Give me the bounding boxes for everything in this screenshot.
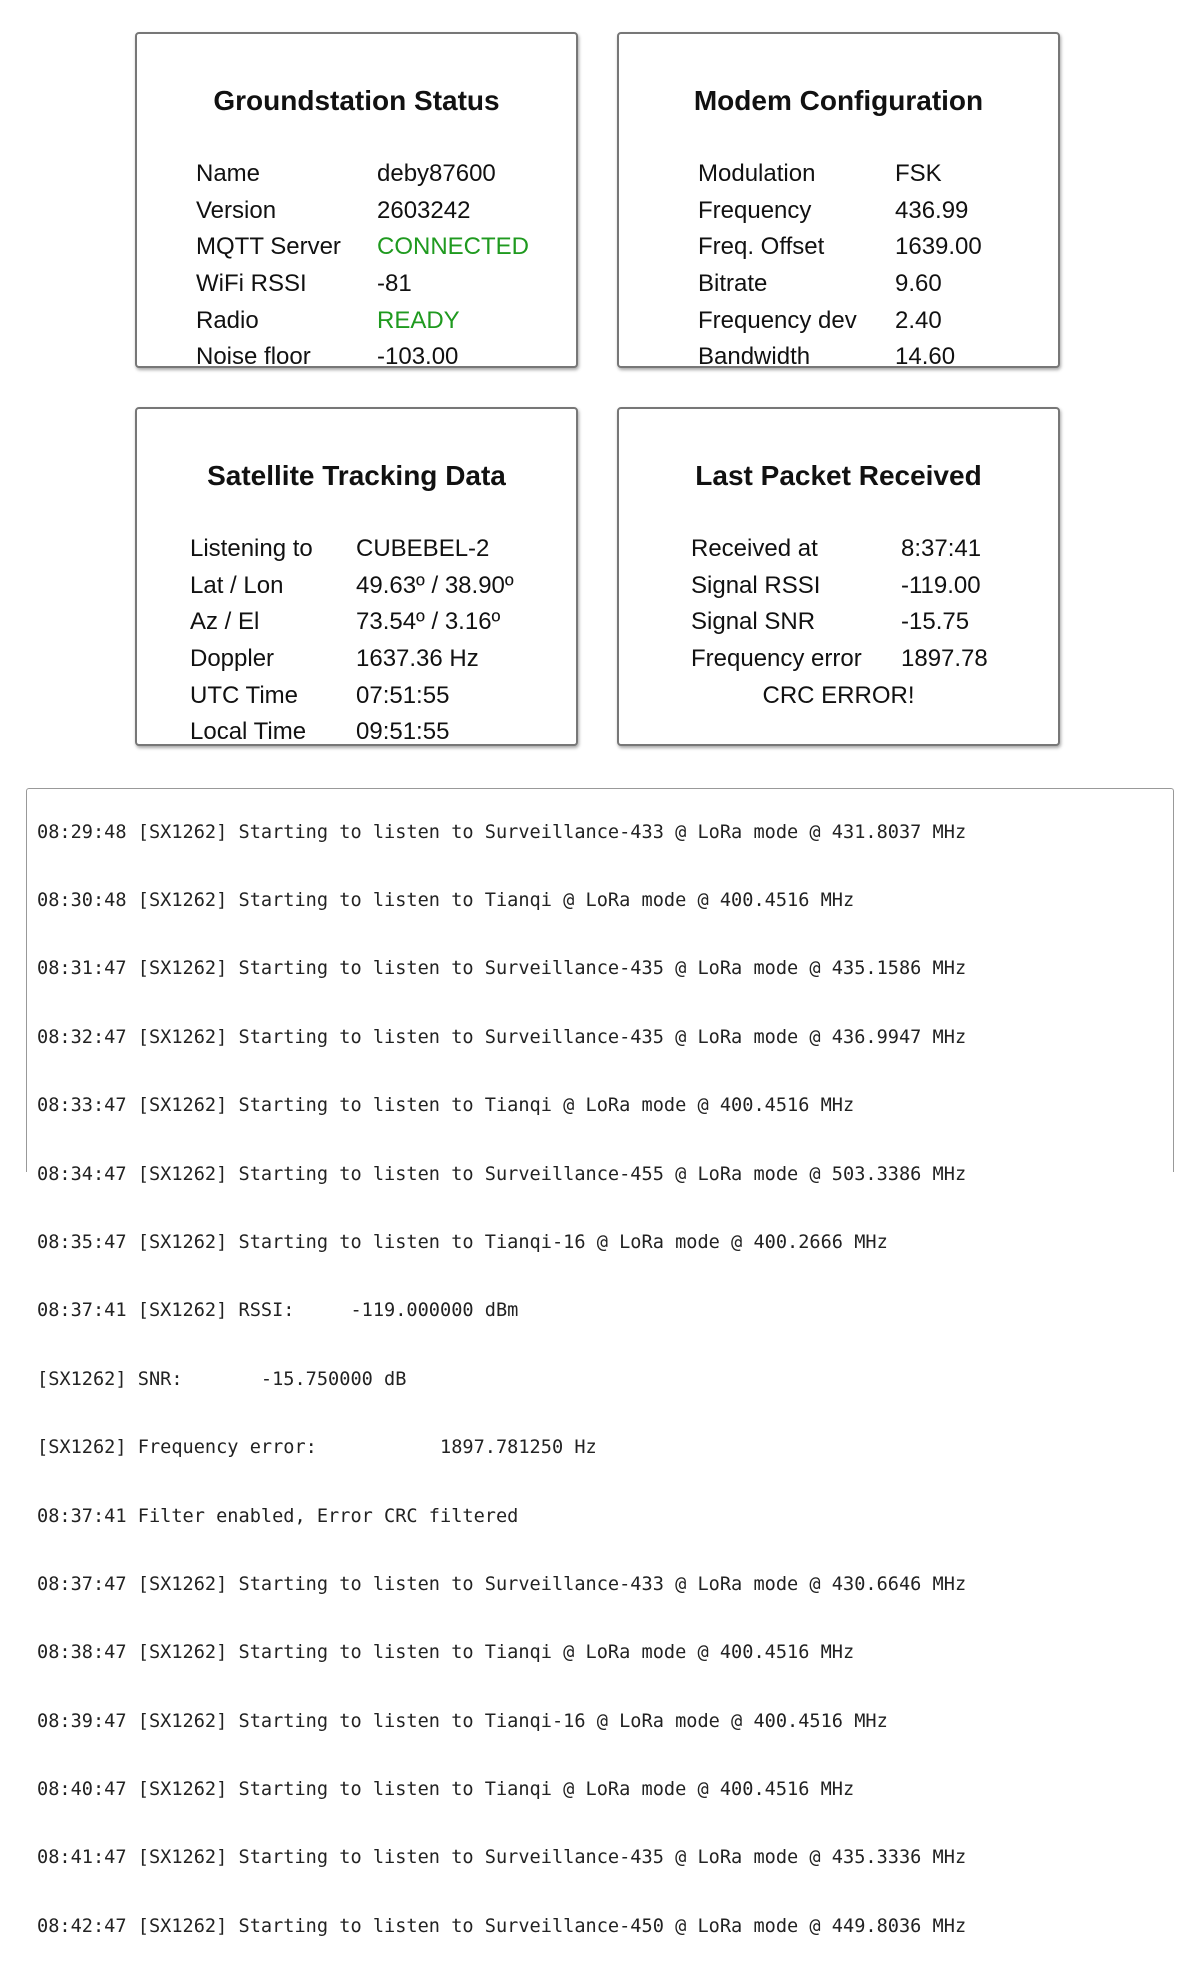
modem-configuration-rows xyxy=(619,156,1058,376)
local-time-value: 09:51:55 xyxy=(356,718,450,746)
row-label: Local Time xyxy=(190,718,307,746)
row-label: UTC Time xyxy=(190,681,298,709)
bitrate-value: 9.60 xyxy=(895,270,942,298)
bandwidth-value: 14.60 xyxy=(895,343,956,371)
groundstation-status-rows xyxy=(137,156,576,376)
doppler-value: 1637.36 Hz xyxy=(356,645,479,673)
log-line: 08:31:47 [SX1262] Starting to listen to Surveillance-435 @ LoRa mode @ 435.1586 MHz xyxy=(37,958,967,980)
wifi-rssi-value: -81 xyxy=(377,270,412,298)
row-label: Doppler xyxy=(190,645,275,673)
modem-row-frequency xyxy=(619,193,1058,230)
row-label: MQTT Server xyxy=(196,233,341,261)
signal-rssi-value: -119.00 xyxy=(901,571,981,599)
log-line: 08:33:47 [SX1262] Starting to listen to Tianqi @ LoRa mode @ 400.4516 MHz xyxy=(37,1095,855,1117)
satellite-tracking-rows xyxy=(137,531,576,751)
row-label: Lat / Lon xyxy=(190,571,284,599)
noise-floor-value: -103.00 xyxy=(377,343,459,371)
console-log[interactable] xyxy=(26,788,1174,1937)
satellite-tracking-title: Satellite Tracking Data xyxy=(207,460,506,491)
freq-offset-value: 1639.00 xyxy=(895,233,982,261)
log-line: 08:37:47 [SX1262] Starting to listen to Surveillance-433 @ LoRa mode @ 430.6646 MHz xyxy=(37,1573,967,1595)
crc-status: CRC ERROR! xyxy=(762,681,915,709)
satellite-tracking-card xyxy=(135,407,578,746)
modem-row-bandwidth xyxy=(619,339,1058,376)
status-row-wifi-rssi xyxy=(137,266,576,303)
az-el-value: 73.54º / 3.16º xyxy=(356,608,501,636)
log-line: 08:37:41 Filter enabled, Error CRC filtered xyxy=(37,1505,519,1527)
row-label: Signal SNR xyxy=(691,608,816,636)
log-line: 08:37:41 [SX1262] RSSI: -119.000000 dBm xyxy=(37,1300,519,1322)
packet-row-signal-snr xyxy=(619,604,1058,641)
lat-lon-value: 49.63º / 38.90º xyxy=(356,571,514,599)
frequency-dev-value: 2.40 xyxy=(895,306,942,334)
row-label: Listening to xyxy=(190,535,313,563)
row-label: Frequency error xyxy=(691,645,862,673)
modem-configuration-card xyxy=(617,32,1060,371)
status-row-radio xyxy=(137,302,576,339)
log-line: 08:38:47 [SX1262] Starting to listen to Tianqi @ LoRa mode @ 400.4516 MHz xyxy=(37,1642,855,1664)
row-label: Modulation xyxy=(698,160,816,188)
groundstation-status-card xyxy=(135,32,578,371)
row-label: Az / El xyxy=(190,608,260,636)
log-line: 08:34:47 [SX1262] Starting to listen to Surveillance-455 @ LoRa mode @ 503.3386 MHz xyxy=(37,1163,967,1185)
row-label: Radio xyxy=(196,306,259,334)
modem-row-bitrate xyxy=(619,266,1058,303)
signal-snr-value: -15.75 xyxy=(901,608,970,636)
modem-configuration-title: Modem Configuration xyxy=(693,85,984,116)
log-line: 08:40:47 [SX1262] Starting to listen to Tianqi @ LoRa mode @ 400.4516 MHz xyxy=(37,1779,855,1801)
sat-row-az-el xyxy=(137,604,576,641)
row-label: Frequency dev xyxy=(698,306,857,334)
version-value: 2603242 xyxy=(377,196,471,224)
log-line: 08:35:47 [SX1262] Starting to listen to Tianqi-16 @ LoRa mode @ 400.2666 MHz xyxy=(37,1231,888,1253)
log-line: 08:29:48 [SX1262] Starting to listen to Surveillance-433 @ LoRa mode @ 431.8037 MHz xyxy=(37,821,967,843)
row-label: Name xyxy=(196,160,261,188)
listening-to-value: CUBEBEL-2 xyxy=(356,535,490,563)
modem-row-frequency-dev xyxy=(619,302,1058,339)
radio-status-value: READY xyxy=(377,306,460,334)
mqtt-status-value: CONNECTED xyxy=(377,233,530,261)
row-label: Freq. Offset xyxy=(698,233,825,261)
row-label: Signal RSSI xyxy=(691,571,821,599)
row-label: Frequency xyxy=(698,196,812,224)
status-row-name xyxy=(137,156,576,193)
modulation-value: FSK xyxy=(895,160,942,188)
log-line: [SX1262] Frequency error: 1897.781250 Hz xyxy=(37,1437,597,1459)
row-label: Version xyxy=(196,196,277,224)
frequency-value: 436.99 xyxy=(895,196,969,224)
sat-row-lat-lon xyxy=(137,568,576,605)
last-packet-title: Last Packet Received xyxy=(695,460,982,491)
log-line: 08:30:48 [SX1262] Starting to listen to Tianqi @ LoRa mode @ 400.4516 MHz xyxy=(37,889,855,911)
row-label: Received at xyxy=(691,535,818,563)
packet-row-frequency-error xyxy=(619,641,1058,678)
packet-row-signal-rssi xyxy=(619,568,1058,605)
frequency-error-value: 1897.78 xyxy=(901,645,988,673)
row-label: Bitrate xyxy=(698,270,768,298)
row-label: WiFi RSSI xyxy=(196,270,307,298)
sat-row-local-time xyxy=(137,714,576,751)
status-row-mqtt xyxy=(137,229,576,266)
log-line: 08:41:47 [SX1262] Starting to listen to Surveillance-435 @ LoRa mode @ 435.3336 MHz xyxy=(37,1847,967,1869)
console-log-lines xyxy=(37,776,966,1984)
sat-row-utc-time xyxy=(137,677,576,714)
sat-row-doppler xyxy=(137,641,576,678)
received-at-value: 8:37:41 xyxy=(901,535,982,563)
log-line: 08:32:47 [SX1262] Starting to listen to Surveillance-435 @ LoRa mode @ 436.9947 MHz xyxy=(37,1026,967,1048)
utc-time-value: 07:51:55 xyxy=(356,681,450,709)
status-row-noise-floor xyxy=(137,339,576,376)
modem-row-modulation xyxy=(619,156,1058,193)
packet-row-received-at xyxy=(619,531,1058,568)
station-name-value: deby87600 xyxy=(377,160,496,188)
log-line: 08:39:47 [SX1262] Starting to listen to Tianqi-16 @ LoRa mode @ 400.4516 MHz xyxy=(37,1710,888,1732)
last-packet-card xyxy=(617,407,1060,746)
row-label: Noise floor xyxy=(196,343,311,371)
sat-row-listening-to xyxy=(137,531,576,568)
last-packet-rows xyxy=(619,531,1058,714)
groundstation-status-title: Groundstation Status xyxy=(213,85,500,116)
row-label: Bandwidth xyxy=(698,343,811,371)
log-line: [SX1262] SNR: -15.750000 dB xyxy=(37,1368,407,1390)
log-line: 08:42:47 [SX1262] Starting to listen to Surveillance-450 @ LoRa mode @ 449.8036 MHz xyxy=(37,1915,967,1937)
status-row-version xyxy=(137,193,576,230)
modem-row-freq-offset xyxy=(619,229,1058,266)
